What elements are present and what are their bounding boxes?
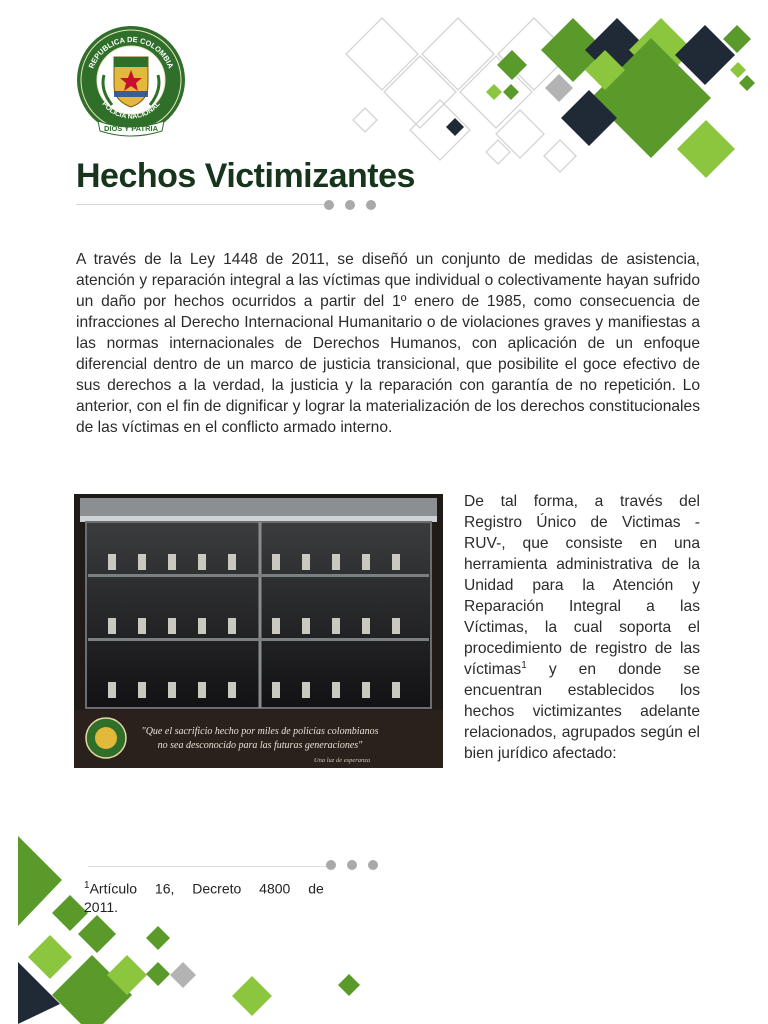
svg-text:REPUBLICA DE COLOMBIA: REPUBLICA DE COLOMBIA <box>86 34 176 70</box>
footnote-reference: 1 <box>521 659 527 671</box>
emblem-motto: DIOS Y PATRIA <box>103 124 159 133</box>
display-case-illustration <box>74 494 443 768</box>
svg-text:POLICIA NACIONAL: POLICIA NACIONAL <box>100 100 162 121</box>
photo-caption-line1: "Que el sacrificio hecho por miles de policías colombianos <box>141 726 379 737</box>
footnote-dots-ornament <box>326 860 378 870</box>
footnote-divider <box>88 866 328 867</box>
title-dots-ornament <box>324 200 376 210</box>
footnote-marker: 1 <box>84 880 90 891</box>
photo-caption-signature: Una luz de esperanza <box>313 757 371 764</box>
footnote-text: Artículo 16, Decreto 4800 de 2011. <box>84 880 324 915</box>
footnote <box>84 877 354 916</box>
memorial-display-photo <box>74 494 443 768</box>
intro-paragraph: A través de la Ley 1448 de 2011, se diseñó un conjunto de medidas de asistencia, atención y reparación integral a las víctimas que individual o colectivamente hayan sufrido un daño por hechos ocurridos a partir del 1º enero de 1985, como consecuencia de infracciones al Derecho Internacional Humanitario o de violaciones graves y manifiestas a las normas internacionales de Derechos Humanos, con aplicación de un enfoque diferencial dentro de un marco de justicia transicional, que posibilite el goce efectivo de sus derechos a la verdad, la justicia y la reparación con garantía de no repetición. Lo anterior, con el fin de dignificar y lograr la materialización de los derechos constitucionales de las víctimas en el conflicto armado interno. <box>76 251 700 436</box>
photo-caption-line2: no sea desconocido para las futuras generaciones" <box>157 740 363 751</box>
ruv-paragraph <box>464 491 700 764</box>
policia-nacional-emblem <box>74 25 188 139</box>
title-divider <box>76 204 326 205</box>
ruv-text-start: De tal forma, a través del Registro Único de Victimas -RUV-, que consiste en una herramienta administrativa de la Unidad para la Atención y Reparación Integral a las Víctimas, la cual soporta el procedimiento de registro de las víctimas <box>464 493 700 678</box>
page-title: Hechos Victimizantes <box>76 157 415 195</box>
ruv-text-end: y en donde se encuentran establecidos los hechos victimizantes adelante relacionados, agrupados según el bien jurídico afectado: <box>464 661 700 762</box>
